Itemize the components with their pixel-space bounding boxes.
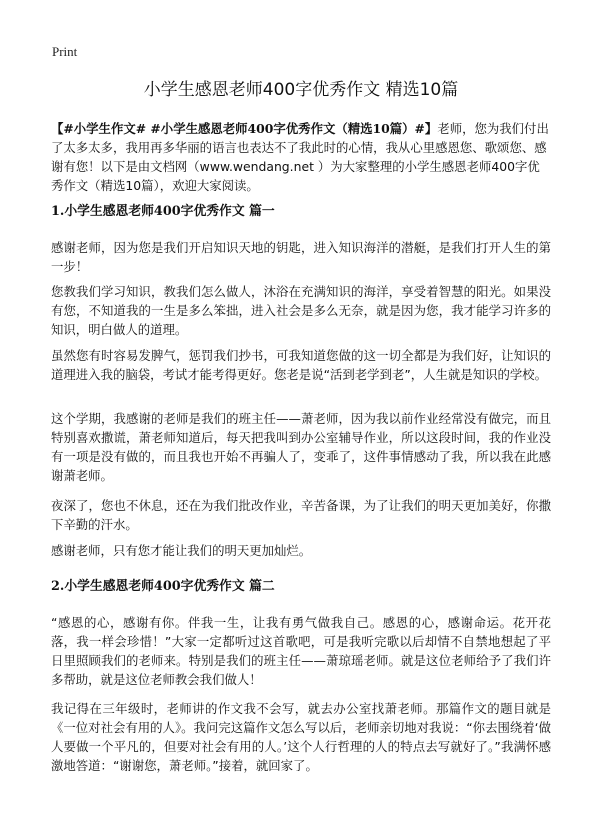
section-1-paragraph-6: 感谢老师，只有您才能让我们的明天更加灿烂。 <box>51 543 312 558</box>
section-1-heading: 1.小学生感恩老师400字优秀作文 篇一 <box>51 204 275 219</box>
page-title: 小学生感恩老师400字优秀作文 精选10篇 <box>143 80 459 100</box>
section-1-paragraph-5: 夜深了，您也不休息，还在为我们批改作业，辛苦备课，为了让我们的明天更加美好，你撒下辛勤的汗水。 <box>51 498 551 532</box>
intro-paragraph <box>51 119 551 195</box>
section-1-paragraph-2: 您教我们学习知识，教我们怎么做人，沐浴在充满知识的海洋，享受着智慧的阳光。如果没有您，不知道我的一生是多么笨拙，进入社会是多么无奈，就是因为您，我才能学习许多的知识，明白做人的道理。 <box>51 284 551 337</box>
print-link[interactable]: Print <box>52 44 78 59</box>
section-2-paragraph-2: 我记得在三年级时，老师讲的作文我不会写，就去办公室找萧老师。那篇作文的题目就是《一位对社会有用的人》。我问完这篇作文怎么写以后，老师亲切地对我说：“你去围绕着‘做人要做一个平凡的，但要对社会有用的人。’这个人行哲理的人的特点去写就好了。”我满怀感激地答道：“谢谢您，萧老师。”接着，就回家了。 <box>51 701 551 773</box>
section-1-paragraph-3: 虽然您有时容易发脾气，惩罚我们抄书，可我知道您做的这一切全都是为我们好，让知识的道理进入我的脑袋，考试才能考得更好。您老是说“活到老学到老”，人生就是知识的学校。 <box>51 348 551 382</box>
intro-text: 老师，您为我们付出了太多太多，我用再多华丽的语言也表达不了我此时的心情，我从心里感恩您、歌颂您、感谢有您！以下是由文档网（www.wendang.net ）为大家整理的小学生感恩老师400字优秀作文（精选10篇），欢迎大家阅读。 <box>51 121 549 193</box>
section-1-paragraph-4: 这个学期，我感谢的老师是我们的班主任——萧老师，因为我以前作业经常没有做完，而且特别喜欢撒谎，萧老师知道后，每天把我叫到办公室辅导作业，所以这段时间，我的作业没有一项是没有做的，而且我也开始不再骗人了，变乖了，这件事情感动了我，所以我在此感谢萧老师。 <box>51 411 551 483</box>
section-1-paragraph-1: 感谢老师，因为您是我们开启知识天地的钥匙，进入知识海洋的潜艇，是我们打开人生的第一步！ <box>51 240 551 274</box>
intro-tag: 【#小学生作文# #小学生感恩老师400字优秀作文（精选10篇）#】 <box>51 121 438 136</box>
section-2-heading: 2.小学生感恩老师400字优秀作文 篇二 <box>51 579 275 594</box>
section-2-paragraph-1: “感恩的心，感谢有你。伴我一生，让我有勇气做我自己。感恩的心，感谢命运。花开花落，我一样会珍惜！”大家一定都听过这首歌吧，可是我听完歌以后却情不自禁地想起了平日里照顾我们的老师来。特别是我们的班主任——萧琼瑶老师。就是这位老师给予了我们许多帮助，就是这位老师教会我们做人！ <box>51 615 551 687</box>
